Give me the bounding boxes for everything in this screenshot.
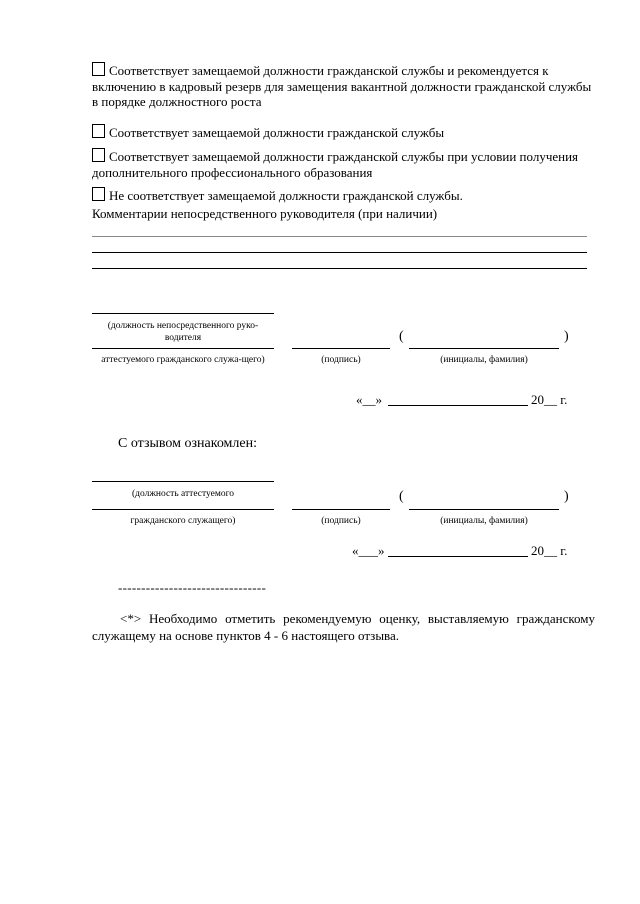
supervisor-date-month-line[interactable] (388, 405, 528, 406)
employee-paren-open: ( (399, 489, 404, 504)
employee-position-caption-2: гражданского служащего) (130, 516, 236, 526)
employee-date-day: «___» (352, 543, 385, 558)
supervisor-position-line-1[interactable] (92, 313, 274, 314)
footnote-text: <*> Необходимо отметить рекомендуемую оценку, выставляемую гражданскому служащему на основе пунктов 4 - 6 настоящего отзыва. (92, 611, 595, 643)
comment-line-3[interactable] (92, 268, 587, 269)
comment-line-2[interactable] (92, 252, 587, 253)
employee-position-line-1[interactable] (92, 481, 274, 482)
option-not-corresponds (92, 187, 592, 204)
checkbox-not-corresponds[interactable] (92, 187, 105, 201)
option-conditional-text: Соответствует замещаемой должности гражданской службы при условии получения дополнительного профессионального образования (92, 149, 579, 180)
employee-date-month-line[interactable] (388, 556, 528, 557)
supervisor-position-caption-1: (должность непосредственного руко-водителя (107, 321, 259, 343)
checkbox-conditional[interactable] (92, 148, 105, 162)
comments-label: Комментарии непосредственного руководителя (при наличии) (92, 206, 438, 221)
employee-name-line[interactable] (409, 509, 559, 510)
acquainted-label: С отзывом ознакомлен: (118, 436, 257, 451)
supervisor-name-caption: (инициалы, фамилия) (440, 355, 528, 365)
supervisor-name-line[interactable] (409, 348, 559, 349)
supervisor-date-day: «__» (356, 392, 382, 407)
supervisor-signature-caption: (подпись) (321, 355, 361, 365)
supervisor-paren-open: ( (399, 329, 404, 344)
option-conditional (92, 148, 592, 180)
option-corresponds-text: Соответствует замещаемой должности гражданской службы (109, 125, 445, 140)
checkbox-corresponds[interactable] (92, 124, 105, 138)
footnote-separator: -------------------------------- (118, 580, 267, 595)
employee-signature-caption: (подпись) (321, 516, 361, 526)
employee-name-caption: (инициалы, фамилия) (440, 516, 528, 526)
employee-paren-close: ) (564, 489, 569, 504)
option-reserve-text: Соответствует замещаемой должности гражданской службы и рекомендуется к включению в кадровый резерв для замещения вакантной должности гражданской службы в порядке должностного роста (92, 63, 592, 109)
comment-line-1[interactable] (92, 236, 587, 237)
employee-position-caption-1: (должность аттестуемого (131, 489, 235, 499)
option-not-corresponds-text: Не соответствует замещаемой должности гражданской службы. (109, 188, 463, 203)
option-reserve (92, 62, 592, 110)
employee-signature-line[interactable] (292, 509, 390, 510)
option-corresponds (92, 124, 592, 141)
supervisor-position-line-2[interactable] (92, 348, 274, 349)
checkbox-reserve[interactable] (92, 62, 105, 76)
employee-date-year: 20__ г. (531, 543, 568, 558)
supervisor-date-year: 20__ г. (531, 392, 568, 407)
supervisor-position-caption-2: аттестуемого гражданского служа-щего) (101, 355, 265, 365)
supervisor-paren-close: ) (564, 329, 569, 344)
supervisor-signature-line[interactable] (292, 348, 390, 349)
employee-position-line-2[interactable] (92, 509, 274, 510)
